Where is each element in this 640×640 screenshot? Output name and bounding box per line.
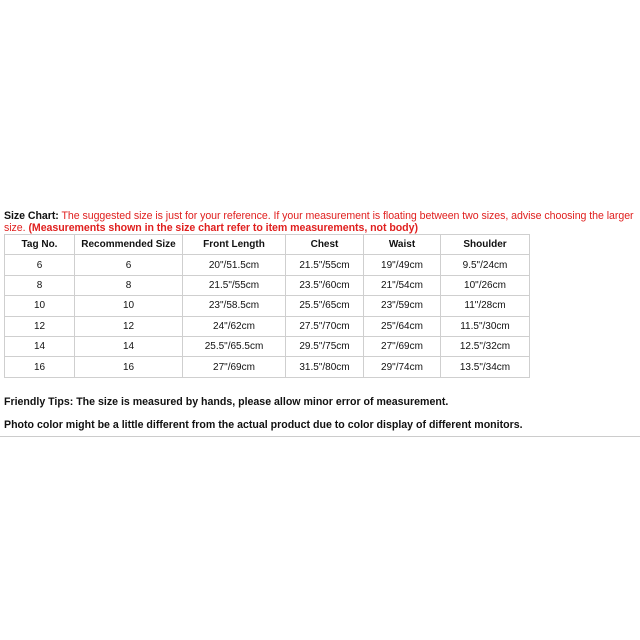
header-tag-no: Tag No. [5,235,75,255]
table-cell: 21.5"/55cm [183,275,286,295]
size-chart-label: Size Chart: [4,210,59,222]
table-row [5,275,530,295]
table-row [5,336,530,356]
table-cell: 8 [75,275,183,295]
table-cell: 6 [75,255,183,275]
header-chest: Chest [286,235,364,255]
table-cell: 16 [75,357,183,377]
size-chart-measurement-note: (Measurements shown in the size chart refer to item measurements, not body) [28,222,418,234]
table-cell: 25.5"/65cm [286,296,364,316]
table-cell: 14 [5,336,75,356]
table-cell: 23"/59cm [364,296,441,316]
photo-color-note: Photo color might be a little different from the actual product due to color display of different monitors. [4,419,523,431]
table-cell: 10"/26cm [441,275,530,295]
table-cell: 12.5"/32cm [441,336,530,356]
table-row [5,316,530,336]
table-cell: 25.5"/65.5cm [183,336,286,356]
header-shoulder: Shoulder [441,235,530,255]
table-row [5,296,530,316]
table-cell: 12 [5,316,75,336]
table-cell: 21.5"/55cm [286,255,364,275]
table-header-row [5,235,530,255]
table-cell: 27.5"/70cm [286,316,364,336]
table-cell: 10 [5,296,75,316]
size-chart-note: The suggested size is just for your reference. If your measurement is floating between two sizes, advise choosing the larger size. [4,210,634,234]
table-cell: 24"/62cm [183,316,286,336]
header-waist: Waist [364,235,441,255]
table-cell: 12 [75,316,183,336]
table-cell: 11"/28cm [441,296,530,316]
table-row [5,357,530,377]
table-cell: 8 [5,275,75,295]
table-cell: 31.5"/80cm [286,357,364,377]
table-cell: 29"/74cm [364,357,441,377]
table-cell: 23.5"/60cm [286,275,364,295]
table-cell: 23"/58.5cm [183,296,286,316]
table-cell: 21"/54cm [364,275,441,295]
table-cell: 16 [5,357,75,377]
table-cell: 11.5"/30cm [441,316,530,336]
table-cell: 25"/64cm [364,316,441,336]
table-row [5,255,530,275]
table-cell: 29.5"/75cm [286,336,364,356]
table-cell: 13.5"/34cm [441,357,530,377]
table-cell: 9.5"/24cm [441,255,530,275]
table-cell: 20"/51.5cm [183,255,286,275]
header-front-length: Front Length [183,235,286,255]
table-cell: 6 [5,255,75,275]
size-chart-intro [4,210,636,234]
table-cell: 27"/69cm [364,336,441,356]
table-cell: 27"/69cm [183,357,286,377]
table-cell: 19"/49cm [364,255,441,275]
table-cell: 10 [75,296,183,316]
divider [0,436,640,437]
size-chart-table [4,234,530,378]
table-cell: 14 [75,336,183,356]
header-recommended-size: Recommended Size [75,235,183,255]
friendly-tips: Friendly Tips: The size is measured by hands, please allow minor error of measurement. [4,396,449,408]
